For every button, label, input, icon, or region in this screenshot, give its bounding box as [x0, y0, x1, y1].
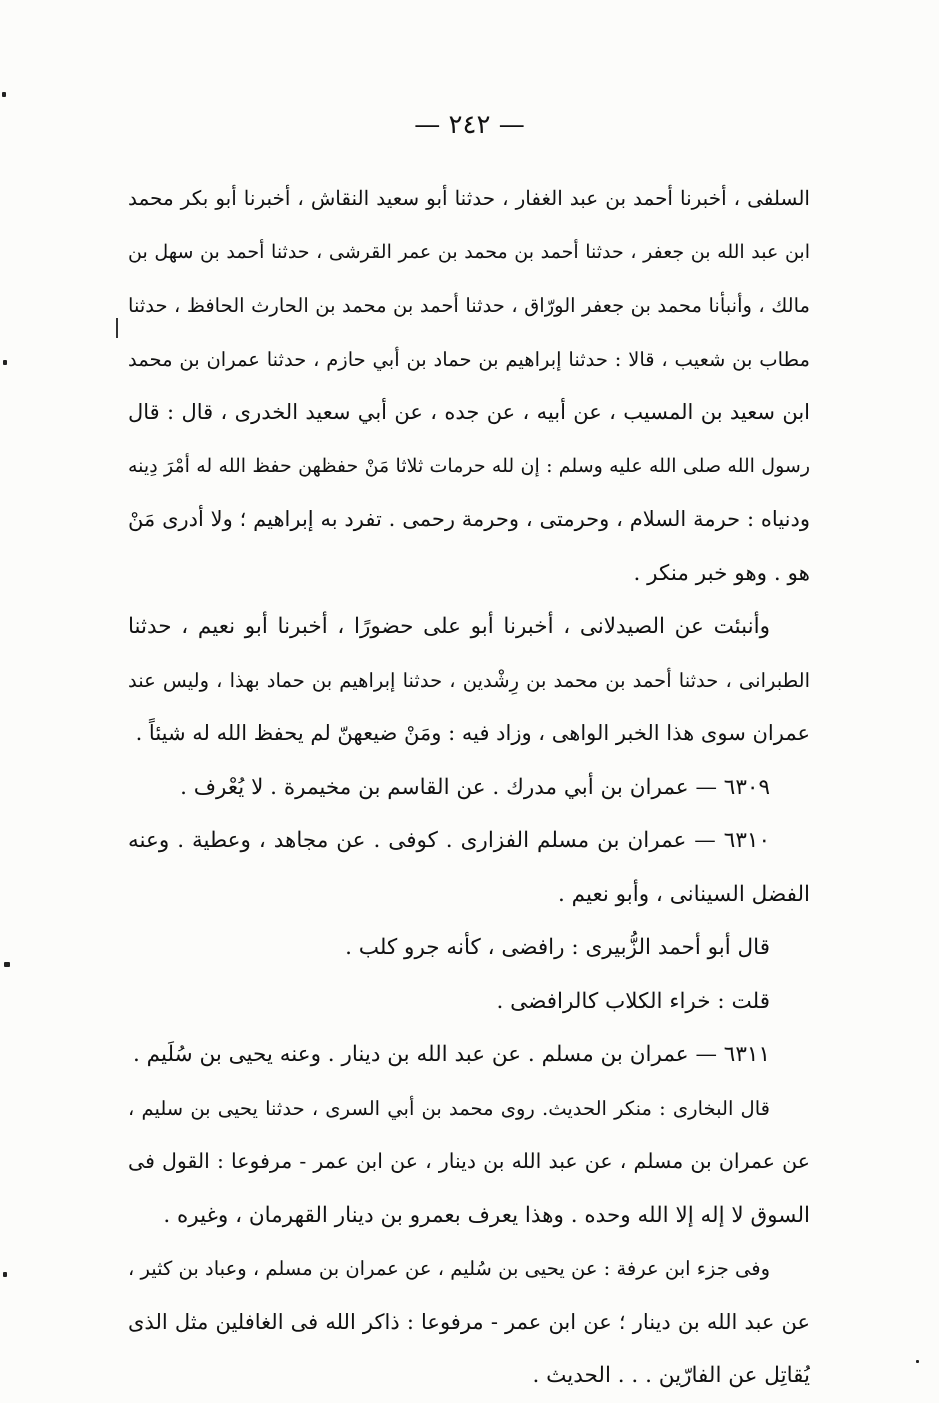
text-line: السلفى ، أخبرنا أحمد بن عبد الغفار ، حدثنا أبو سعيد النقاش ، أخبرنا أبو بكر محمد: [128, 186, 810, 210]
text-line: هو . وهو خبر منكر .: [633, 560, 810, 586]
margin-speck: [916, 1360, 919, 1363]
text-line: ودنياه : حرمة السلام ، وحرمتى ، وحرمة رحمى . تفرد به إبراهيم ؛ ولا أدرى مَنْ: [128, 507, 810, 531]
text-line: مطاب بن شعيب ، قالا : حدثنا إبراهيم بن حماد بن أبي حازم ، حدثنا عمران بن محمد: [128, 347, 810, 371]
text-line: ٦٣١٠ — عمران بن مسلم الفزارى . كوفى . عن مجاهد ، وعطية . وعنه: [128, 828, 770, 853]
text-line: ابن سعيد بن المسيب ، عن أبيه ، عن جده ، عن أبي سعيد الخدرى ، قال : قال: [128, 400, 810, 424]
text-line: الفضل السينانى ، وأبو نعيم .: [557, 881, 810, 907]
text-line: وفى جزء ابن عرفة : عن يحيى بن سُليم ، عن عمران بن مسلم ، وعباد بن كثير ،: [128, 1257, 770, 1280]
text-line: رسول الله صلى الله عليه وسلم : إن لله حرمات ثلاثا مَنْ حفظهن حفظ الله له أمْرَ دِينه: [128, 454, 810, 477]
text-line: يُقاتِل عن الفارّين . . . الحديث .: [532, 1363, 810, 1388]
margin-speck: [4, 962, 10, 967]
text-line: ٦٣٠٩ — عمران بن أبي مدرك . عن القاسم بن مخيمرة . لا يُعْرف .: [180, 774, 770, 800]
body-text: [128, 172, 810, 1403]
page-number: — ٢٤٢ —: [414, 110, 525, 140]
text-line: ابن عبد الله بن جعفر ، حدثنا أحمد بن محمد بن عمر القرشى ، حدثنا أحمد بن سهل بن: [128, 240, 810, 263]
text-line: قال البخارى : منكر الحديث. روى محمد بن أبي السرى ، حدثنا يحيى بن سليم ،: [128, 1096, 770, 1120]
text-line: الطبرانى ، حدثنا أحمد بن محمد بن رِشْدين ، حدثنا إبراهيم بن حماد بهذا ، وليس عند: [128, 668, 810, 692]
text-line: ٦٣١١ — عمران بن مسلم . عن عبد الله بن دينار . وعنه يحيى بن سُلَيم .: [133, 1042, 770, 1067]
margin-speck: [2, 92, 6, 97]
text-line: السوق لا إله إلا الله وحده . وهذا يعرف بعمرو بن دينار القهرمان ، وغيره .: [163, 1202, 810, 1228]
text-line: قال أبو أحمد الزُّبيرى : رافضى ، كأنه جرو كلب .: [345, 935, 770, 960]
margin-line-mark: [116, 318, 118, 338]
text-line: عمران سوى هذا الخبر الواهى ، وزاد فيه : ومَنْ ضيعهنّ لم يحفظ الله له شيئاً .: [135, 721, 810, 745]
text-line: مالك ، وأنبأنا محمد بن جعفر الورّاق ، حدثنا أحمد بن محمد بن الحارث الحافظ ، حدثنا: [128, 294, 810, 317]
margin-speck: [3, 1272, 7, 1277]
margin-speck: [3, 360, 7, 365]
text-line: عن عمران بن مسلم ، عن عبد الله بن دينار ، عن ابن عمر - مرفوعا : القول فى: [128, 1149, 810, 1173]
text-line: عن عبد الله بن دينار ؛ عن ابن عمر - مرفوعا : ذاكر الله فى الغافلين مثل الذى: [128, 1309, 810, 1334]
text-line: وأنبئت عن الصيدلانى ، أخبرنا أبو على حضورًا ، أخبرنا أبو نعيم ، حدثنا: [128, 614, 770, 639]
text-line: قلت : خراء الكلاب كالرافضى .: [496, 988, 770, 1014]
